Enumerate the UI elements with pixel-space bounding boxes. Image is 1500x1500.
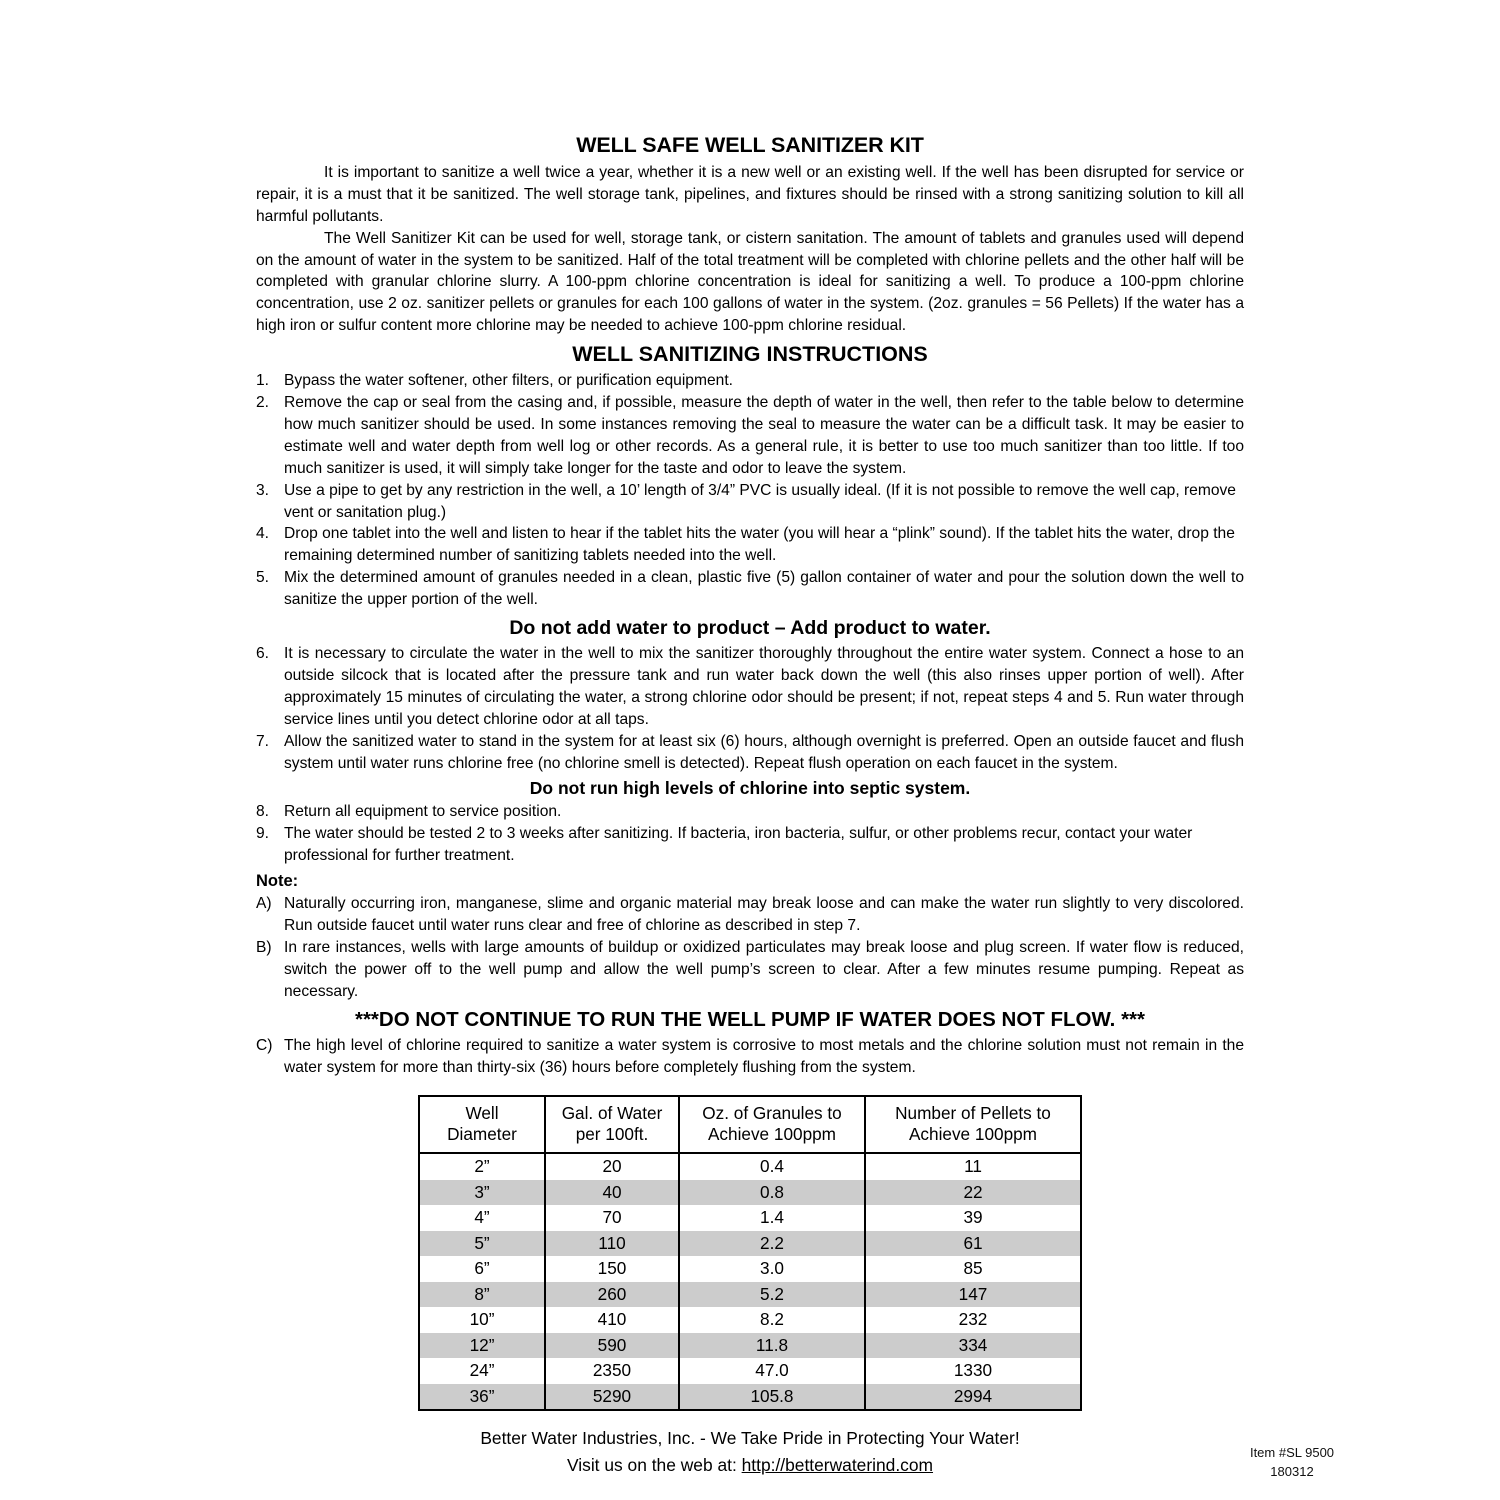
list-marker: 4. <box>256 525 270 543</box>
column-header-ounces-granules <box>679 1096 865 1153</box>
list-item <box>256 893 1244 937</box>
list-item <box>256 567 1244 611</box>
callout-do-not-run-pump: ***DO NOT CONTINUE TO RUN THE WELL PUMP IF WATER DOES NOT FLOW. *** <box>354 1007 1146 1031</box>
cell-pellets: 147 <box>865 1282 1081 1308</box>
list-item <box>256 392 1244 480</box>
list-item-text: Return all equipment to service position. <box>284 803 562 821</box>
column-header-well-diameter <box>419 1096 545 1153</box>
cell-gallons: 40 <box>545 1180 679 1206</box>
column-header-number-pellets <box>865 1096 1081 1153</box>
instructions-heading: WELL SANITIZING INSTRUCTIONS <box>572 342 928 367</box>
table-header <box>419 1096 1081 1153</box>
cell-well-diameter: 12” <box>419 1333 545 1359</box>
cell-well-diameter: 36” <box>419 1384 545 1411</box>
list-marker: 2. <box>256 393 270 411</box>
cell-ounces: 2.2 <box>679 1231 865 1257</box>
list-item <box>256 937 1244 1003</box>
list-item <box>256 480 1244 524</box>
list-marker: 1. <box>256 372 270 390</box>
table-row <box>419 1153 1081 1180</box>
document-content <box>256 132 1244 1479</box>
list-item-text: The high level of chlorine required to sanitize a water system is corrosive to most metals and the chlorine solution must not remain in the water system for more than thirty-six (36) hours before completely flushing from the system. <box>284 1037 1244 1077</box>
cell-ounces: 11.8 <box>679 1333 865 1359</box>
cell-well-diameter: 24” <box>419 1358 545 1384</box>
cell-gallons: 590 <box>545 1333 679 1359</box>
list-marker: C) <box>256 1037 273 1055</box>
cell-gallons: 2350 <box>545 1358 679 1384</box>
cell-pellets: 11 <box>865 1153 1081 1180</box>
table-row <box>419 1256 1081 1282</box>
list-item-text: It is necessary to circulate the water in the well to mix the sanitizer thoroughly throughout the entire water system. Connect a hose to an outside silcock that is located after the pressure tank and run water back down the well (this also rinses upper portion of well). After approximately 15 minutes of circulating the water, a strong chlorine odor should be present; if not, repeat steps 4 and 5. Run water through service lines until you detect chlorine odor at all taps. <box>284 645 1244 729</box>
item-number: Item #SL 9500 <box>1249 1445 1335 1460</box>
page-title: WELL SAFE WELL SANITIZER KIT <box>576 133 924 157</box>
cell-gallons: 5290 <box>545 1384 679 1411</box>
table-row <box>419 1384 1081 1411</box>
cell-well-diameter: 3” <box>419 1180 545 1206</box>
note-label: Note: <box>256 872 299 891</box>
cell-pellets: 232 <box>865 1307 1081 1333</box>
cell-well-diameter: 8” <box>419 1282 545 1308</box>
list-item <box>256 523 1244 567</box>
table-row <box>419 1282 1081 1308</box>
header-line-1: Oz. of Granules to <box>702 1103 842 1124</box>
dosage-table-container <box>256 1095 1244 1411</box>
company-tagline: Better Water Industries, Inc. - We Take Pride in Protecting Your Water! <box>480 1428 1020 1449</box>
cell-pellets: 22 <box>865 1180 1081 1206</box>
cell-pellets: 1330 <box>865 1358 1081 1384</box>
cell-pellets: 85 <box>865 1256 1081 1282</box>
cell-pellets: 39 <box>865 1205 1081 1231</box>
header-line-2: Achieve 100ppm <box>908 1124 1038 1145</box>
cell-ounces: 5.2 <box>679 1282 865 1308</box>
intro-paragraph-1: It is important to sanitize a well twice a year, whether it is a new well or an existing well. If the well has been disrupted for service or repair, it is a must that it be sanitized. The well storage tank, pipelines, and fixtures should be rinsed with a strong sanitizing solution to kill all harmful pollutants. <box>256 163 1244 225</box>
column-header-gallons <box>545 1096 679 1153</box>
cell-gallons: 150 <box>545 1256 679 1282</box>
table-body <box>419 1153 1081 1410</box>
cell-gallons: 410 <box>545 1307 679 1333</box>
cell-gallons: 260 <box>545 1282 679 1308</box>
cell-well-diameter: 5” <box>419 1231 545 1257</box>
list-marker: 5. <box>256 569 270 587</box>
list-item-text: Mix the determined amount of granules needed in a clean, plastic five (5) gallon container of water and pour the solution down the well to sanitize the upper portion of the well. <box>284 569 1244 609</box>
cell-well-diameter: 10” <box>419 1307 545 1333</box>
header-line-1: Well <box>465 1103 499 1124</box>
intro-paragraph-2: The Well Sanitizer Kit can be used for well, storage tank, or cistern sanitation. The amount of tablets and granules used will depend on the amount of water in the system to be sanitized. Half of the total treatment will be completed with chlorine pellets and the other half will be completed with granular chlorine slurry. A 100-ppm chlorine concentration is ideal for sanitizing a well. To produce a 100-ppm chlorine concentration, use 2 oz. sanitizer pellets or granules for each 100 gallons of water in the system. (2oz. granules = 56 Pellets) If the water has a high iron or sulfur content more chlorine may be needed to achieve 100-ppm chlorine residual. <box>256 229 1244 335</box>
cell-ounces: 105.8 <box>679 1384 865 1411</box>
cell-well-diameter: 2” <box>419 1153 545 1180</box>
list-marker: 9. <box>256 825 270 843</box>
list-item <box>256 731 1244 775</box>
list-item <box>256 643 1244 731</box>
header-line-2: Diameter <box>447 1124 517 1145</box>
list-item-text: In rare instances, wells with large amounts of buildup or oxidized particulates may break loose and plug screen. If water flow is reduced, switch the power off to the well pump and allow the well pump’s screen to clear. After a few minutes resume pumping. Repeat as necessary. <box>284 939 1244 1000</box>
callout-add-product-to-water: Do not add water to product – Add product to water. <box>509 617 991 640</box>
cell-ounces: 1.4 <box>679 1205 865 1231</box>
list-item-text: Remove the cap or seal from the casing and, if possible, measure the depth of water in the well, then refer to the table below to determine how much sanitizer should be used. In some instances removing the seal to measure the water can be a difficult task. It may be easier to estimate well and water depth from well log or other records. As a general rule, it is better to use too much sanitizer than too little. If too much sanitizer is used, it will simply take longer for the taste and odor to leave the system. <box>284 393 1244 477</box>
footer <box>256 1425 1244 1479</box>
cell-gallons: 20 <box>545 1153 679 1180</box>
cell-ounces: 3.0 <box>679 1256 865 1282</box>
header-line-2: Achieve 100ppm <box>707 1124 837 1145</box>
list-marker: B) <box>256 939 272 957</box>
list-marker: 7. <box>256 732 270 750</box>
list-marker: 8. <box>256 803 270 821</box>
cell-well-diameter: 4” <box>419 1205 545 1231</box>
table-row <box>419 1180 1081 1206</box>
item-code-block <box>1212 1444 1372 1482</box>
list-item-text: Naturally occurring iron, manganese, slime and organic material may break loose and can make the water run slightly to very discolored. Run outside faucet until water runs clear and free of chlorine as described in step 7. <box>284 895 1244 935</box>
list-item-text: Bypass the water softener, other filters, or purification equipment. <box>284 372 733 390</box>
table-row <box>419 1358 1081 1384</box>
table-row <box>419 1205 1081 1231</box>
list-item-text: The water should be tested 2 to 3 weeks after sanitizing. If bacteria, iron bacteria, sulfur, or other problems recur, contact your water professional for further treatment. <box>284 825 1193 865</box>
cell-pellets: 334 <box>865 1333 1081 1359</box>
dosage-table <box>418 1095 1082 1411</box>
header-line-2: per 100ft. <box>575 1124 649 1145</box>
cell-ounces: 8.2 <box>679 1307 865 1333</box>
cell-gallons: 70 <box>545 1205 679 1231</box>
website-link[interactable]: http://betterwaterind.com <box>741 1455 934 1476</box>
website-line <box>256 1452 1244 1479</box>
list-item-text: Drop one tablet into the well and listen to hear if the tablet hits the water (you will hear a “plink” sound). If the tablet hits the water, drop the remaining determined number of sanitizing tablets needed into the well. <box>284 525 1235 565</box>
visit-prefix-label: Visit us on the web at: <box>566 1455 742 1476</box>
table-header-row <box>419 1096 1081 1153</box>
list-marker: A) <box>256 895 272 913</box>
cell-pellets: 61 <box>865 1231 1081 1257</box>
list-item <box>256 1035 1244 1079</box>
list-item <box>256 370 1244 392</box>
list-item-text: Allow the sanitized water to stand in the system for at least six (6) hours, although overnight is preferred. Open an outside faucet and flush system until water runs chlorine free (no chlorine smell is detected). Repeat flush operation on each faucet in the system. <box>284 732 1244 772</box>
list-item <box>256 801 1244 823</box>
revision-date: 180312 <box>1270 1463 1314 1479</box>
table-row <box>419 1231 1081 1257</box>
table-row <box>419 1333 1081 1359</box>
cell-gallons: 110 <box>545 1231 679 1257</box>
list-item-text: Use a pipe to get by any restriction in the well, a 10’ length of 3/4” PVC is usually ideal. (If it is not possible to remove the well cap, remove vent or sanitation plug.) <box>284 481 1236 521</box>
table-row <box>419 1307 1081 1333</box>
cell-well-diameter: 6” <box>419 1256 545 1282</box>
list-item <box>256 823 1244 867</box>
header-line-1: Gal. of Water <box>561 1103 663 1124</box>
list-marker: 6. <box>256 645 270 663</box>
cell-ounces: 0.4 <box>679 1153 865 1180</box>
cell-ounces: 47.0 <box>679 1358 865 1384</box>
callout-septic-system: Do not run high levels of chlorine into septic system. <box>529 777 971 798</box>
cell-pellets: 2994 <box>865 1384 1081 1411</box>
list-marker: 3. <box>256 481 270 499</box>
cell-ounces: 0.8 <box>679 1180 865 1206</box>
header-line-1: Number of Pellets to <box>895 1103 1051 1124</box>
